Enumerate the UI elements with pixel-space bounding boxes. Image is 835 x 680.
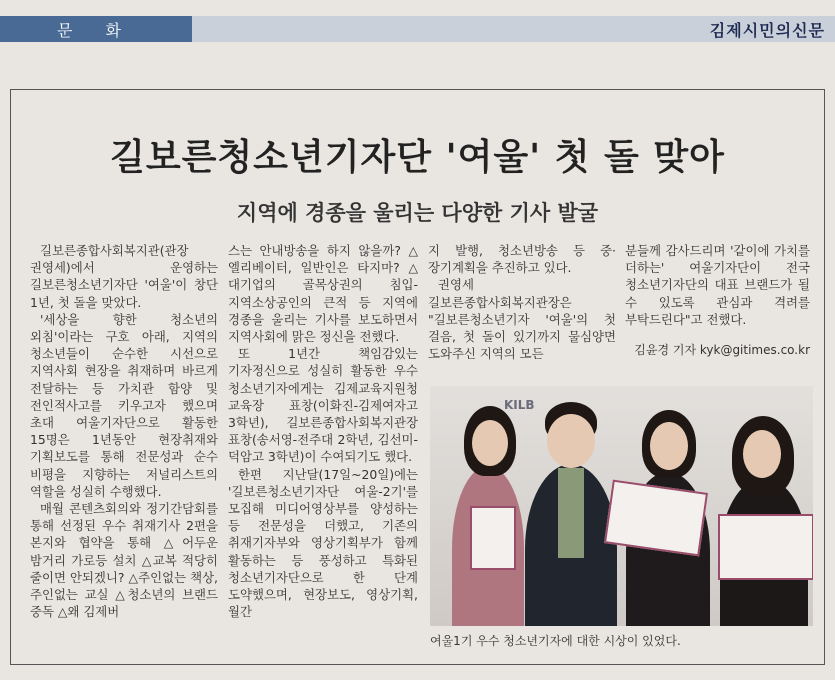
- paragraph: 매월 콘텐츠회의와 정기간담회를 통해 선정된 우수 취재기사 2편을 본지와 협약을 통해 △어두운 밤거리 가로등 설치 △교복 적당히 줄이면 안되겠니? △주인없는 책상, 주인없는 교실 △청소년의 브랜드 중독 △왜 김제버: [30, 501, 218, 620]
- paragraph: 길보른종합사회복지관(관장 권영세)에서 운영하는 길보른청소년기자단 '여울'이 창단 1년, 첫 돌을 맞았다.: [30, 243, 218, 310]
- paragraph: 한편 지난달(17일~20일)에는 '길보른청소년기자단 여울-2기'를 모집해 미디어영상부를 양성하는 등 전문성을 더했고, 기존의 취재기자부와 영상기획부가 함께 활동하는 등 풍성하고 특화된 청소년기자단으로 한 단계 도약했으며, 현장보도, 영상기획, 월간: [228, 466, 418, 620]
- person-face: [547, 414, 595, 468]
- photo-caption: 여울1기 우수 청소년기자에 대한 시상이 있었다.: [430, 634, 681, 648]
- paragraph: 권영세 길보른종합사회복지관장은 "길보른청소년기자 '여울'의 첫 걸음, 첫 돌이 있기까지 물심양면 도와주신 지역의 모든: [428, 277, 616, 362]
- article-column-4: [625, 242, 810, 328]
- backdrop-sign: KILB: [504, 398, 535, 412]
- newspaper-name: 김제시민의신문: [709, 21, 825, 40]
- article-column-2: [228, 242, 418, 620]
- paragraph: 지 발행, 청소년방송 등 중·장기계획을 추진하고 있다.: [428, 243, 616, 276]
- byline: 김윤경 기자 kyk@gitimes.co.kr: [634, 343, 810, 357]
- person-face: [743, 430, 781, 478]
- section-label: 문 화: [0, 16, 192, 42]
- paragraph: 또 1년간 책임감있는 기자정신으로 성실히 활동한 우수 청소년기자에게는 김제교육지원청 교육장 표창(이화진-김제여자고 3학년), 길보른종합사회복지관장 표창(송서영-전주대 2학년, 김선미-덕암고 3학년)이 수여되기도 했다.: [228, 346, 418, 465]
- article-column-1: [30, 242, 218, 620]
- headline: 길보른청소년기자단 '여울' 첫 돌 맞아: [110, 137, 725, 178]
- certificate: [718, 514, 813, 580]
- article-photo: [430, 386, 813, 626]
- subheadline: 지역에 경종을 울리는 다양한 기사 발굴: [236, 201, 599, 225]
- paragraph: '세상을 향한 청소년의 외침'이라는 구호 아래, 지역의 청소년들이 순수한 시선으로 지역사회 현장을 취재하며 바르게 전달하는 등 가치관 함양 및 전인적사고를 키우고자 했으며 초대 여울기자단으로 활동한 15명은 1년동안 현장취재와 기획보도를 통해 전문성과 순수 비평을 지향하는 저널리스트의 역할을 성실히 수행했다.: [30, 311, 218, 499]
- article-column-3: [428, 242, 616, 362]
- person-face: [650, 422, 688, 470]
- paragraph: 분들께 감사드리며 '같이에 가치를 더하는' 여울기자단이 전국 청소년기자단의 대표 브랜드가 될 수 있도록 관심과 격려를 부탁드린다"고 전했다.: [625, 243, 810, 327]
- person-shirt: [558, 468, 584, 558]
- paragraph: 스는 안내방송을 하지 않을까? △엘리베이터, 일반인은 타지마? △대기업의 골목상권의 침입-지역소상공인의 큰적 등 지역에 경종을 울리는 기사를 보도하면서 지역사회에 맑은 정신을 전했다.: [228, 243, 418, 345]
- person-face: [472, 420, 508, 466]
- certificate: [470, 506, 516, 570]
- certificate: [604, 480, 708, 557]
